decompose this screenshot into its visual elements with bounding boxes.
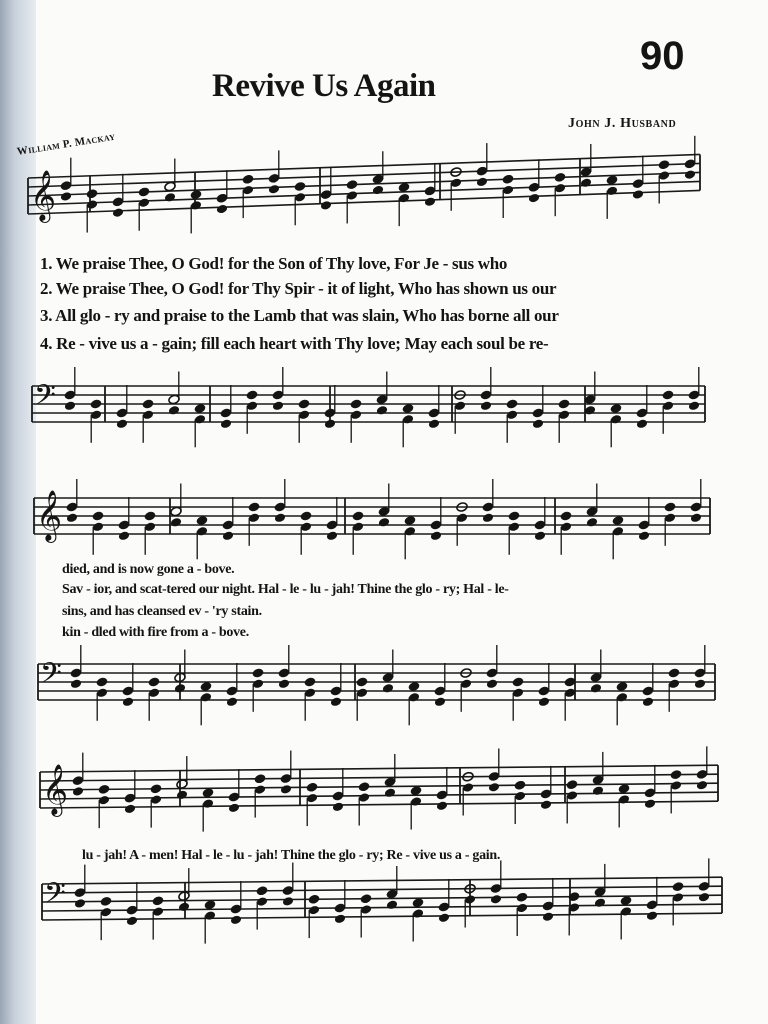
staff-1-treble [28, 154, 700, 223]
lyric-line-refrain-end: lu - jah! A - men! Hal - le - lu - jah! Thine the glo - ry; Re - vive us a - gain. [82, 848, 501, 863]
lyric-line-verse-2: 2. We praise Thee, O God! for Thy Spir - it of light, Who has shown us our [40, 279, 557, 298]
staff-2-treble [34, 490, 710, 543]
bass-clef-icon: 𝄢 [34, 379, 56, 419]
staff-3-treble [40, 764, 718, 817]
lyric-line-verse-3-cont: sins, and has cleansed ev - 'ry stain. [62, 604, 262, 619]
bass-clef-icon: 𝄢 [44, 877, 66, 917]
staff-3-bass [42, 877, 722, 920]
hymn-title: Revive Us Again [212, 68, 436, 104]
bass-clef-icon: 𝄢 [40, 657, 62, 697]
lyricist-credit: William P. Mackay [16, 130, 117, 158]
composer-credit: John J. Husband [568, 116, 677, 131]
staff-1-bass [32, 379, 705, 422]
lyric-line-verse-3: 3. All glo - ry and praise to the Lamb that was slain, Who has borne all our [40, 306, 559, 325]
treble-clef-icon: 𝄞 [42, 764, 69, 815]
lyric-line-verse-4: 4. Re - vive us a - gain; fill each heart with Thy love; May each soul be re- [40, 334, 549, 353]
lyric-line-verse-4-cont: kin - dled with fire from a - bove. [62, 625, 249, 640]
lyric-line-verse-1: 1. We praise Thee, O God! for the Son of Thy love, For Je - sus who [40, 254, 508, 273]
lyric-line-verse-1-cont: died, and is now gone a - bove. [62, 562, 235, 577]
hymn-number: 90 [640, 34, 685, 78]
lyric-line-verse-2-cont: Sav - ior, and scat-tered our night. Hal - le - lu - jah! Thine the glo - ry; Hal - le- [62, 582, 509, 597]
treble-clef-icon: 𝄞 [36, 490, 63, 541]
treble-clef-icon: 𝄞 [30, 170, 57, 221]
staff-2-bass [38, 657, 715, 700]
